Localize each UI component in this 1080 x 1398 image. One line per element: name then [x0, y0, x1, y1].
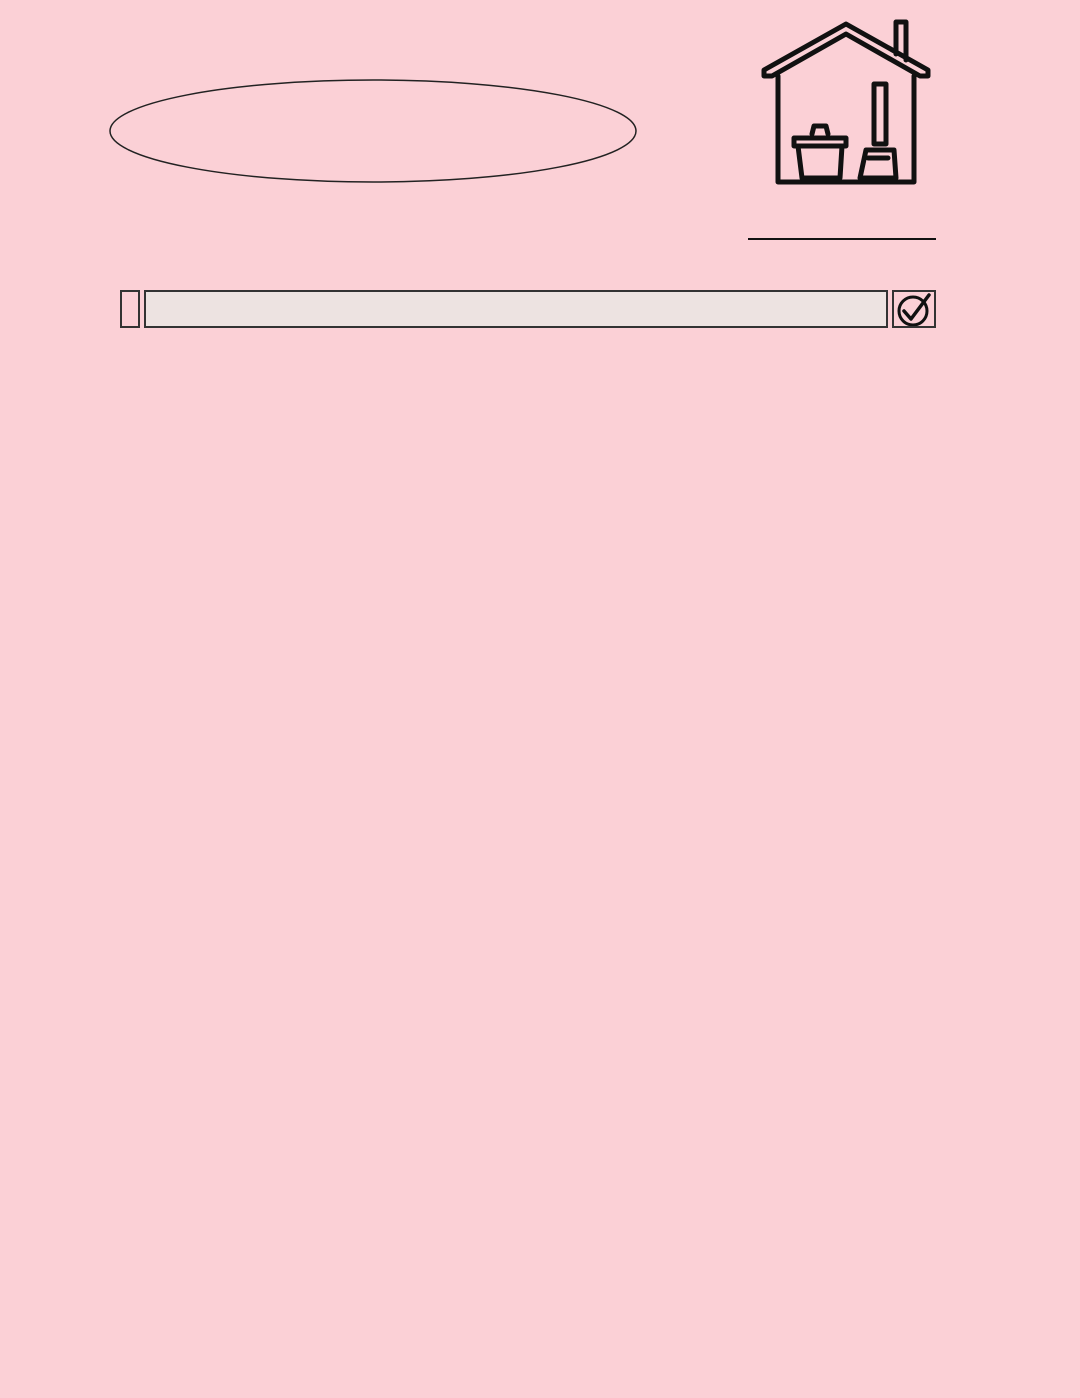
house-cleaning-icon — [756, 18, 936, 186]
header-activities — [144, 290, 888, 328]
table-header — [120, 290, 936, 328]
title-oval-decoration — [108, 78, 638, 184]
header-number — [120, 290, 140, 328]
date-input-line[interactable] — [748, 238, 936, 240]
check-mark-icon — [895, 292, 933, 326]
header-check — [892, 290, 936, 328]
